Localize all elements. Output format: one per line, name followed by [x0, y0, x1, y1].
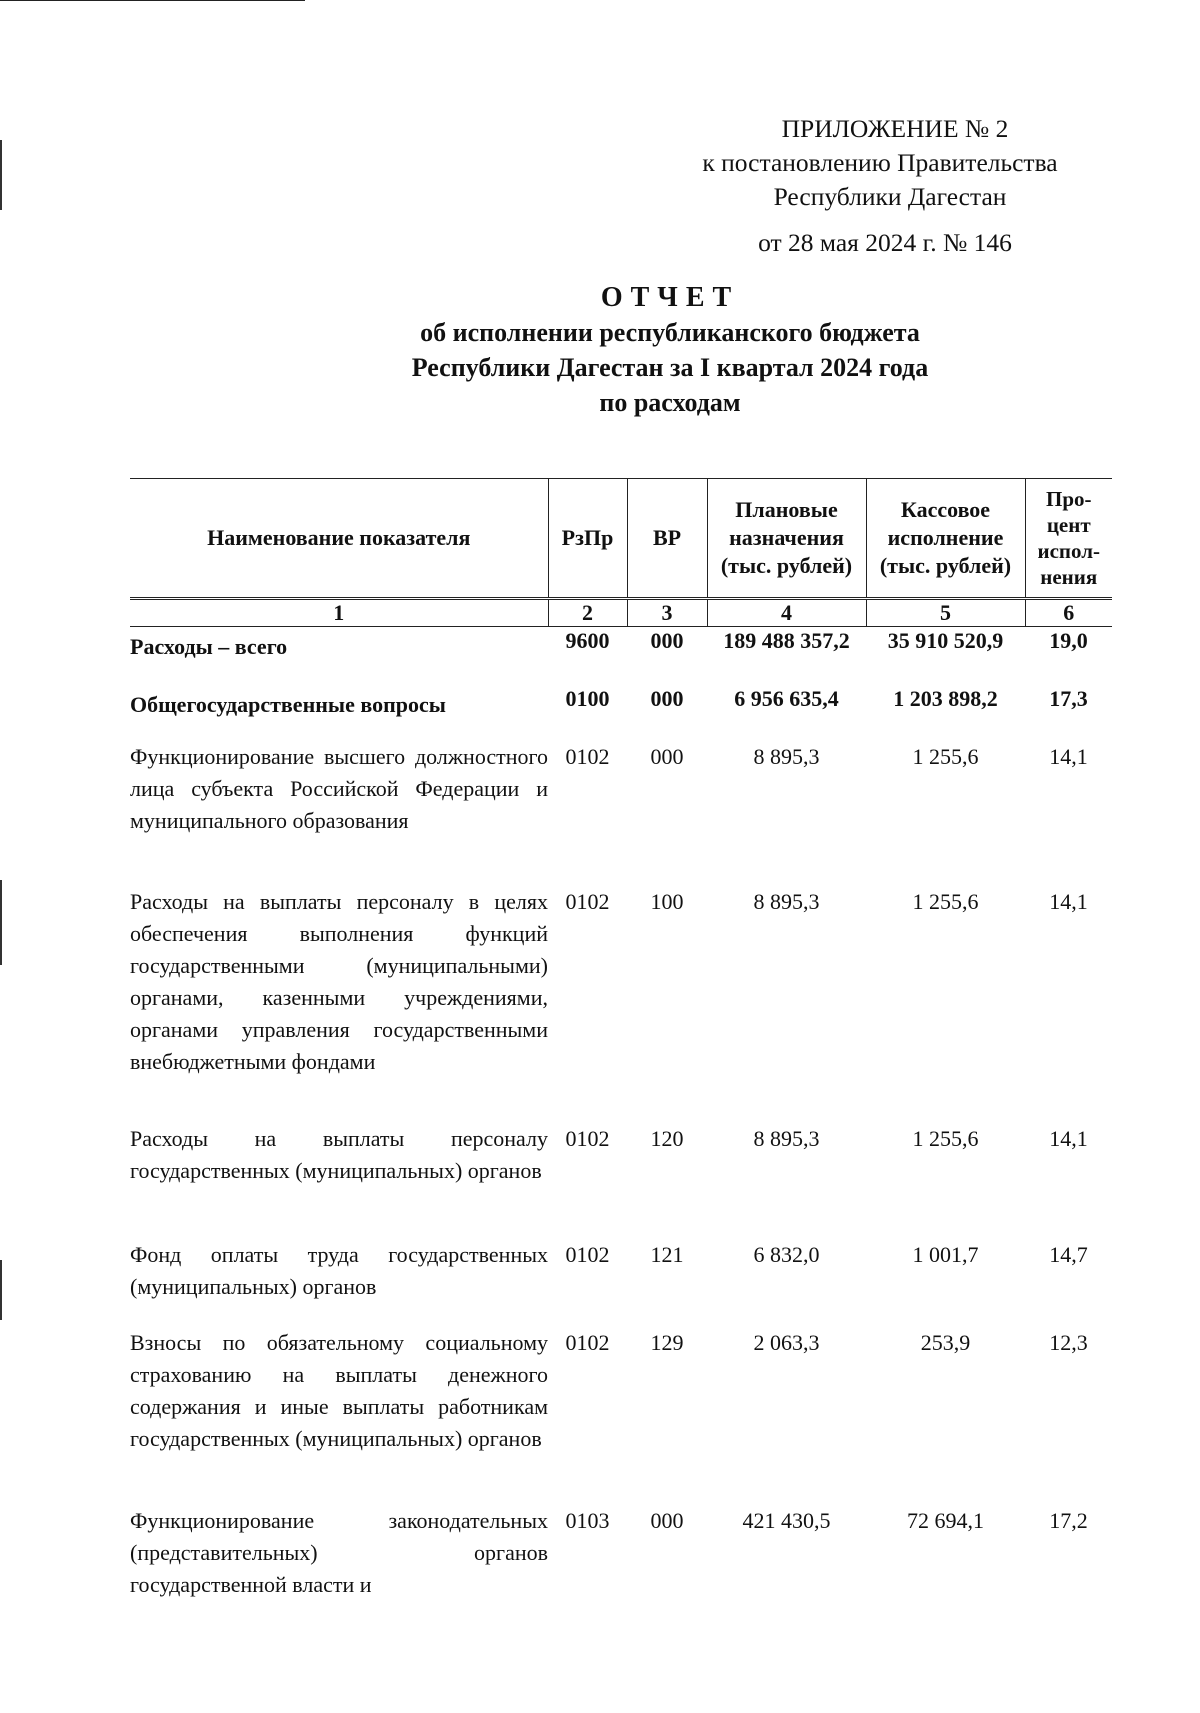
scan-margin-mark: [0, 140, 2, 210]
table-row: [130, 1239, 1112, 1327]
row-name: Расходы на выплаты персоналу в целях обеспечения выполнения функций государственными (муниципальными) органами, казенными учреждениями, органами управления государственными внебюджетными фондами: [130, 888, 548, 1074]
row-name: Фонд оплаты труда государственных (муниципальных) органов: [130, 1241, 548, 1299]
row-vr: 121: [650, 1241, 684, 1267]
row-name: Расходы на выплаты персоналу государственных (муниципальных) органов: [130, 1125, 548, 1183]
table-row: [130, 1505, 1112, 1605]
report-subtitle-1: об исполнении республиканского бюджета: [420, 318, 920, 347]
row-plan: 8 895,3: [753, 743, 820, 769]
row-rzpr: 0102: [565, 888, 610, 914]
table-row: [130, 741, 1112, 886]
column-number: 5: [866, 599, 1025, 627]
column-number: 3: [627, 599, 707, 627]
row-rzpr: 0102: [565, 1329, 610, 1355]
row-rzpr: 0103: [565, 1507, 610, 1533]
row-percent: 19,0: [1049, 628, 1088, 653]
row-percent: 17,3: [1049, 685, 1088, 711]
report-heading: ОТЧЕТ: [600, 282, 740, 313]
report-subtitle-2: Республики Дагестан за I квартал 2024 года: [411, 353, 929, 382]
row-name: Функционирование законодательных (представительных) органов государственной власти и: [130, 1507, 548, 1597]
scan-margin-mark: [0, 880, 2, 965]
column-number: 4: [707, 599, 866, 627]
expenditure-table: [130, 478, 1112, 1605]
header-rzpr: РзПр: [548, 479, 627, 599]
row-vr: 000: [650, 743, 684, 769]
column-number-row: [130, 599, 1112, 627]
row-plan: 2 063,3: [753, 1329, 820, 1355]
appendix-number: ПРИЛОЖЕНИЕ № 2: [781, 114, 1009, 143]
table-header-row: [130, 479, 1112, 599]
row-rzpr: 0102: [565, 743, 610, 769]
header-percent: Про- цент испол- нения: [1025, 479, 1112, 599]
row-kass: 72 694,1: [907, 1507, 984, 1533]
table-row: [130, 1327, 1112, 1505]
table-row: [130, 685, 1112, 741]
row-percent: 14,1: [1049, 888, 1088, 914]
header-name: Наименование показателя: [130, 479, 548, 599]
appendix-reference: к постановлению Правительства: [702, 148, 1058, 177]
row-vr: 000: [650, 1507, 684, 1533]
top-rule: [0, 0, 305, 1]
appendix-date: от 28 мая 2024 г. № 146: [758, 228, 1012, 257]
row-name: Общегосударственные вопросы: [130, 691, 446, 717]
report-title: [130, 280, 1200, 420]
row-plan: 421 430,5: [742, 1507, 831, 1533]
row-percent: 17,2: [1049, 1507, 1088, 1533]
row-plan: 6 832,0: [753, 1241, 820, 1267]
row-kass: 253,9: [920, 1329, 971, 1355]
row-kass: 1 255,6: [912, 743, 979, 769]
row-name: Расходы – всего: [130, 634, 288, 659]
row-plan: 6 956 635,4: [734, 685, 839, 711]
row-name: Взносы по обязательному социальному страхованию на выплаты денежного содержания и иные выплаты работникам государственных (муниципальных) органов: [130, 1329, 548, 1451]
header-kass: Кассовое исполнение (тыс. рублей): [866, 479, 1025, 599]
row-kass: 1 255,6: [912, 888, 979, 914]
row-plan: 8 895,3: [753, 888, 820, 914]
row-rzpr: 9600: [565, 628, 610, 653]
row-rzpr: 0102: [565, 1125, 610, 1151]
row-kass: 1 203 898,2: [893, 685, 998, 711]
row-name: Функционирование высшего должностного лица субъекта Российской Федерации и муниципального образования: [130, 743, 548, 833]
row-plan: 189 488 357,2: [723, 628, 850, 653]
row-rzpr: 0100: [565, 685, 610, 711]
column-number: 2: [548, 599, 627, 627]
table-row: [130, 627, 1112, 685]
row-vr: 100: [650, 888, 684, 914]
row-percent: 14,1: [1049, 743, 1088, 769]
header-plan: Плановые назначения (тыс. рублей): [707, 479, 866, 599]
row-percent: 12,3: [1049, 1329, 1088, 1355]
row-rzpr: 0102: [565, 1241, 610, 1267]
row-vr: 000: [650, 685, 684, 711]
row-vr: 129: [650, 1329, 684, 1355]
appendix-republic: Республики Дагестан: [773, 182, 1007, 211]
row-kass: 1 255,6: [912, 1125, 979, 1151]
appendix-block: [640, 112, 1120, 260]
row-vr: 120: [650, 1125, 684, 1151]
column-number: 6: [1025, 599, 1112, 627]
table-row: [130, 886, 1112, 1123]
report-subtitle-3: по расходам: [599, 388, 741, 417]
scan-margin-mark: [0, 1260, 2, 1320]
row-vr: 000: [650, 628, 684, 653]
row-kass: 35 910 520,9: [887, 628, 1004, 653]
row-percent: 14,1: [1049, 1125, 1088, 1151]
header-vr: ВР: [627, 479, 707, 599]
row-plan: 8 895,3: [753, 1125, 820, 1151]
column-number: 1: [130, 599, 548, 627]
row-percent: 14,7: [1049, 1241, 1088, 1267]
table-row: [130, 1123, 1112, 1239]
row-kass: 1 001,7: [912, 1241, 979, 1267]
